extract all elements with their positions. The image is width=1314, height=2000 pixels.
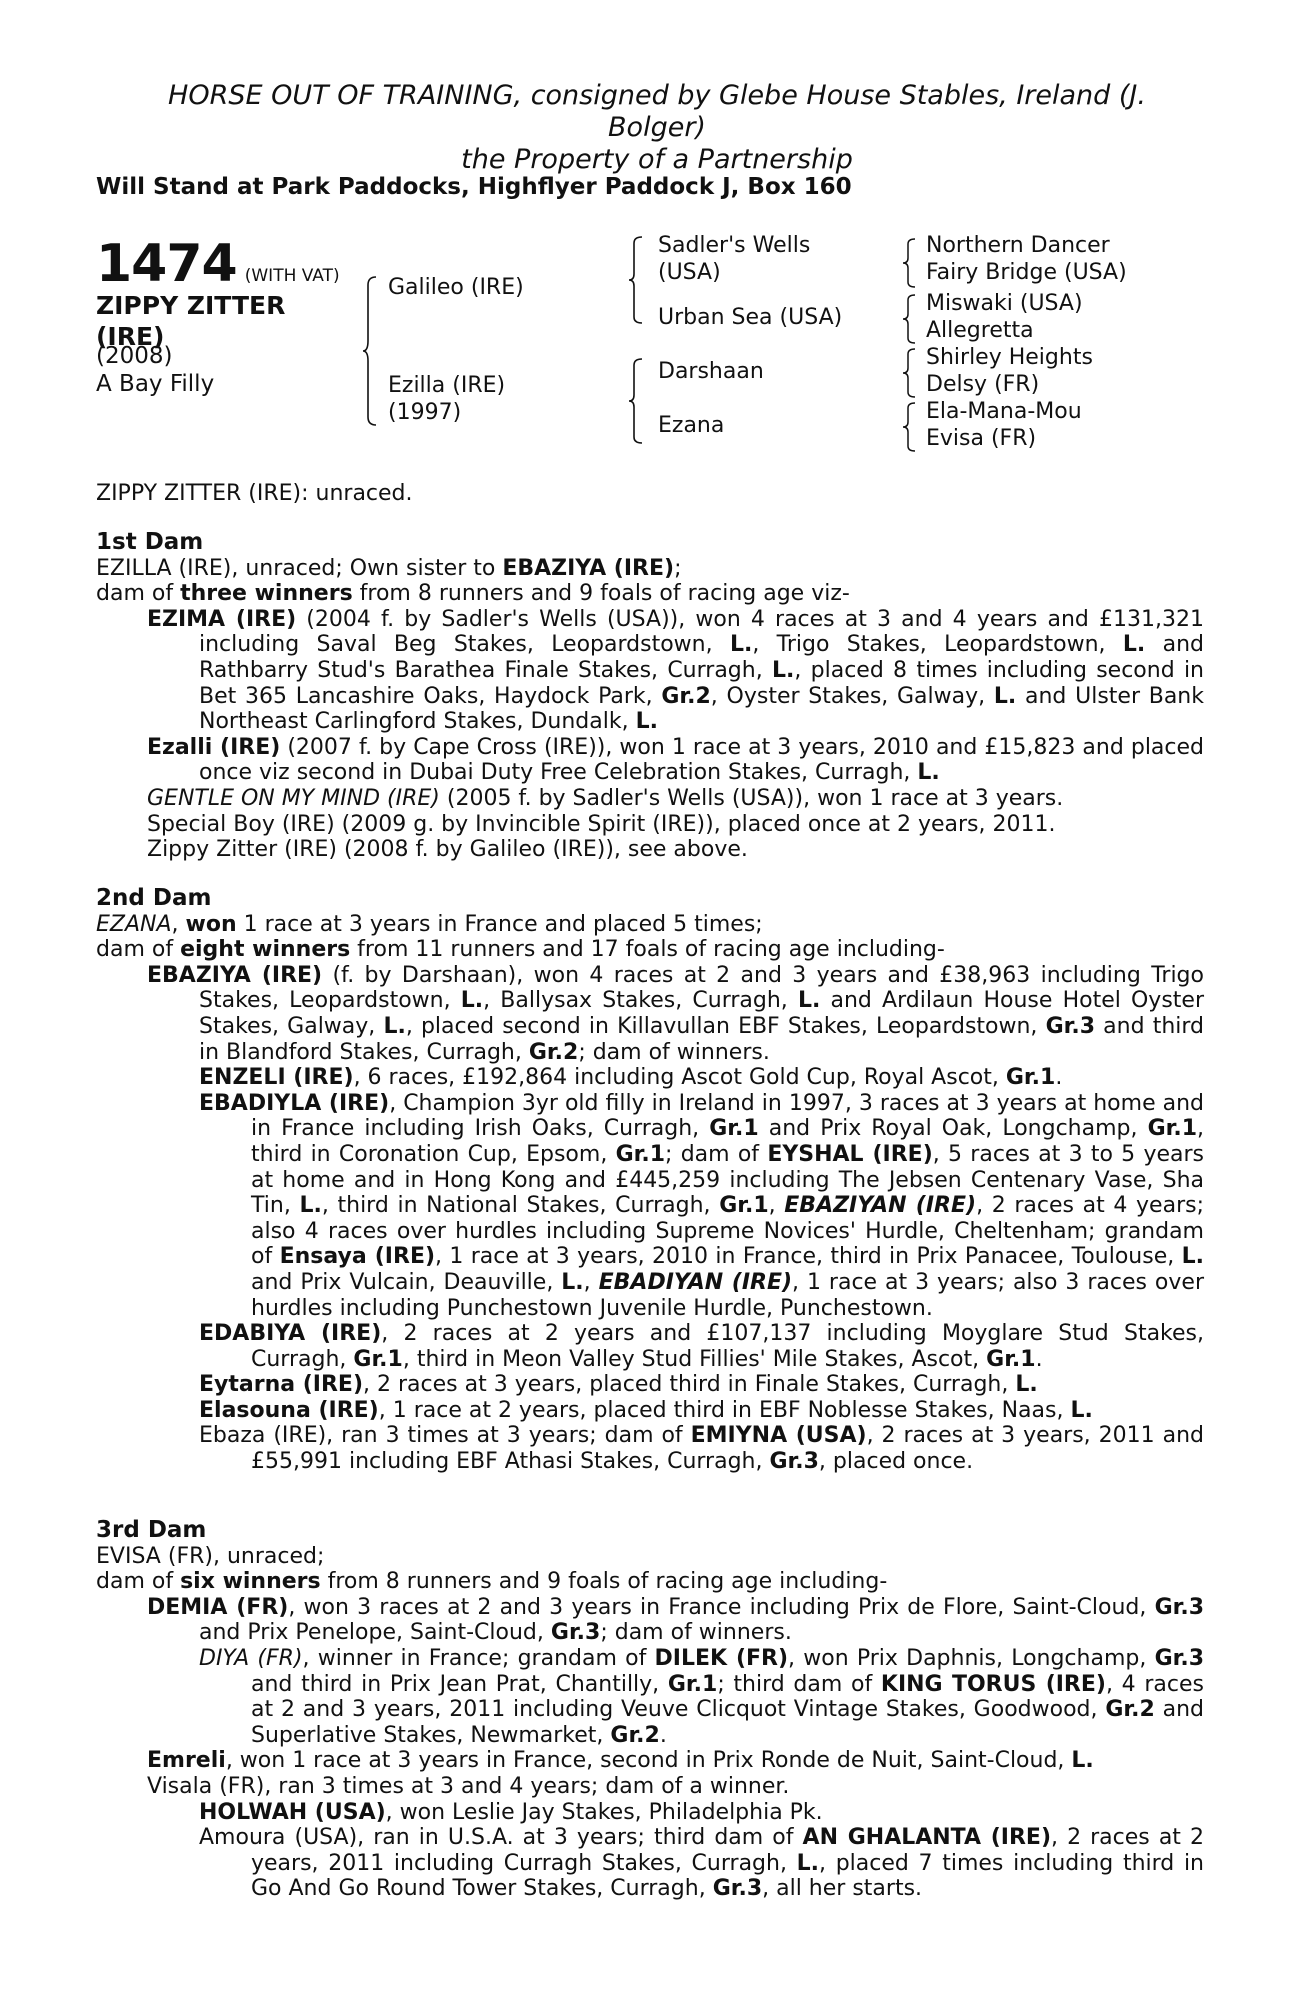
pedigree-g6: Delsy (FR) bbox=[926, 372, 1040, 397]
pedigree-dam-year: (1997) bbox=[388, 400, 462, 425]
pedigree-g7: Ela-Mana-Mou bbox=[926, 399, 1082, 424]
pedigree-dam-dam: Ezana bbox=[658, 413, 725, 438]
first-dam-section bbox=[96, 530, 1204, 863]
second-dam-section bbox=[96, 886, 1204, 1475]
pedigree-dam-sire: Darshaan bbox=[658, 359, 764, 384]
foaling-year: (2008) bbox=[96, 343, 173, 369]
horse-name-line-2: (IRE) bbox=[96, 322, 165, 351]
pedigree-brace-g4 bbox=[902, 402, 920, 452]
pedigree-brace-main bbox=[362, 276, 382, 426]
produce-gentle-on-my-mind: GENTLE ON MY MIND (IRE) (2005 f. by Sadler's Wells (USA)), won 1 race at 3 years. bbox=[147, 785, 1064, 811]
race-status: ZIPPY ZITTER (IRE): unraced. bbox=[96, 481, 413, 506]
horse-description: A Bay Filly bbox=[96, 371, 215, 397]
produce-demia: DEMIA (FR), won 3 races at 2 and 3 years in France including Prix de Flore, Saint-Cloud, Gr.3 and Prix Penelope, Saint-Cloud, Gr.3; dam of winners. bbox=[147, 1594, 1204, 1646]
pedigree-g8: Evisa (FR) bbox=[926, 426, 1037, 451]
pedigree-sire-sire bbox=[658, 232, 810, 286]
first-dam-heading: 1st Dam bbox=[96, 529, 204, 555]
produce-ebaziya: EBAZIYA (IRE) (f. by Darshaan), won 4 races at 2 and 3 years and £38,963 including Trigo Stakes, Leopardstown, L., Ballysax Stakes, Curragh, L. and Ardilaun House Hotel Oyster Stakes, Galway, L., placed second in Killavullan EBF Stakes, Leopardstown, Gr.3 and third in Blandford Stakes, Curragh, Gr.2; dam of winners. bbox=[147, 962, 1204, 1065]
produce-emreli: Emreli, won 1 race at 3 years in France, second in Prix Ronde de Nuit, Saint-Cloud, L. bbox=[147, 1748, 1094, 1774]
pedigree-brace-g3 bbox=[902, 348, 920, 398]
produce-amoura: Amoura (USA), ran in U.S.A. at 3 years; third dam of AN GHALANTA (IRE), 2 races at 2 years, 2011 including Curragh Stakes, Curragh, L., placed 7 times including third in Go And Go Round Tower Stakes, Curragh, Gr.3, all her starts. bbox=[199, 1825, 1205, 1902]
second-dam-intro: EZANA, won 1 race at 3 years in France and placed 5 times; bbox=[96, 911, 763, 937]
pedigree-dam-name: Ezilla (IRE) bbox=[388, 373, 506, 398]
pedigree-sire-sire-name: Sadler's Wells bbox=[658, 233, 811, 258]
produce-ebadiyla: EBADIYLA (IRE), Champion 3yr old filly in Ireland in 1997, 3 races at 3 years at home and in France including Irish Oaks, Curragh, Gr.1 and Prix Royal Oak, Longchamp, Gr.1, third in Coronation Cup, Epsom, Gr.1; dam of EYSHAL (IRE), 5 races at 3 to 5 years at home and in Hong Kong and £445,259 including The Jebsen Centenary Vase, Sha Tin, L., third in National Stakes, Curragh, Gr.1, EBAZIYAN (IRE), 2 races at 4 years; also 4 races over hurdles including Supreme Novices' Hurdle, Cheltenham; grandam of Ensaya (IRE), 1 race at 3 years, 2010 in France, third in Prix Panacee, Toulouse, L. and Prix Vulcain, Deauville, L., EBADIYAN (IRE), 1 race at 3 years; also 3 races over hurdles including Punchestown Juvenile Hurdle, Punchestown. bbox=[199, 1090, 1204, 1321]
pedigree-g4: Allegretta bbox=[926, 318, 1034, 343]
pedigree-sire: Galileo (IRE) bbox=[388, 275, 524, 300]
produce-enzeli: ENZELI (IRE), 6 races, £192,864 including Ascot Gold Cup, Royal Ascot, Gr.1. bbox=[199, 1065, 1063, 1091]
consignment-line-1: HORSE OUT OF TRAINING, consigned by Glebe House Stables, Ireland (J. bbox=[168, 80, 1146, 111]
produce-eytarna: Eytarna (IRE), 2 races at 3 years, placed third in Finale Stakes, Curragh, L. bbox=[199, 1372, 1038, 1398]
pedigree-dam bbox=[388, 372, 505, 426]
produce-holwah: HOLWAH (USA), won Leslie Jay Stakes, Philadelphia Pk. bbox=[199, 1799, 823, 1825]
produce-edabiya: EDABIYA (IRE), 2 races at 2 years and £107,137 including Moyglare Stud Stakes, Curragh, Gr.1, third in Meon Valley Stud Fillies' Mile Stakes, Ascot, Gr.1. bbox=[199, 1321, 1204, 1372]
second-dam-heading: 2nd Dam bbox=[96, 885, 212, 911]
pedigree-brace-g2 bbox=[902, 294, 920, 344]
pedigree-g5: Shirley Heights bbox=[926, 345, 1093, 370]
produce-visala: Visala (FR), ran 3 times at 3 and 4 years; dam of a winner. bbox=[147, 1773, 790, 1799]
produce-elasouna: Elasouna (IRE), 1 race at 2 years, placed third in EBF Noblesse Stakes, Naas, L. bbox=[199, 1397, 1093, 1423]
pedigree-g1: Northern Dancer bbox=[926, 233, 1110, 258]
consignment-header bbox=[96, 80, 1218, 176]
pedigree-sire-sire-origin: (USA) bbox=[658, 260, 721, 285]
vat-label: (WITH VAT) bbox=[244, 266, 340, 286]
consignment-line-2: Bolger) bbox=[608, 112, 706, 143]
first-dam-intro: EZILLA (IRE), unraced; Own sister to EBAZIYA (IRE); bbox=[96, 555, 682, 581]
pedigree-brace-sire bbox=[628, 236, 648, 324]
first-dam-produce-summary: dam of three winners from 8 runners and 9 foals of racing age viz- bbox=[96, 581, 850, 607]
third-dam-section bbox=[96, 1518, 1204, 1902]
third-dam-heading: 3rd Dam bbox=[96, 1517, 207, 1543]
horse-name-line-1: ZIPPY ZITTER bbox=[96, 291, 286, 320]
pedigree-brace-g1 bbox=[902, 238, 920, 288]
property-line: the Property of a Partnership bbox=[461, 144, 853, 175]
second-dam-produce-summary: dam of eight winners from 11 runners and 17 foals of racing age including- bbox=[96, 937, 945, 963]
pedigree-sire-dam: Urban Sea (USA) bbox=[658, 305, 843, 330]
produce-special-boy: Special Boy (IRE) (2009 g. by Invincible Spirit (IRE)), placed once at 2 years, 2011. bbox=[147, 811, 1056, 837]
produce-ezalli: Ezalli (IRE) (2007 f. by Cape Cross (IRE)), won 1 race at 3 years, 2010 and £15,823 and placed once viz second in Dubai Duty Free Celebration Stakes, Curragh, L. bbox=[147, 734, 1205, 786]
stand-location: Will Stand at Park Paddocks, Highflyer Paddock J, Box 160 bbox=[96, 174, 852, 200]
produce-diya: DIYA (FR), winner in France; grandam of DILEK (FR), won Prix Daphnis, Longchamp, Gr.3 and third in Prix Jean Prat, Chantilly, Gr.1; third dam of KING TORUS (IRE), 4 races at 2 and 3 years, 2011 including Veuve Clicquot Vintage Stakes, Goodwood, Gr.2 and Superlative Stakes, Newmarket, Gr.2. bbox=[199, 1645, 1204, 1748]
produce-ebaza: Ebaza (IRE), ran 3 times at 3 years; dam of EMIYNA (USA), 2 races at 3 years, 2011 and £55,991 including EBF Athasi Stakes, Curragh, Gr.3, placed once. bbox=[199, 1423, 1204, 1475]
lot-block bbox=[96, 234, 340, 294]
produce-ezima: EZIMA (IRE) (2004 f. by Sadler's Wells (USA)), won 4 races at 3 and 4 years and £131,321 including Saval Beg Stakes, Leopardstown, L., Trigo Stakes, Leopardstown, L. and Rathbarry Stud's Barathea Finale Stakes, Curragh, L., placed 8 times including second in Bet 365 Lancashire Oaks, Haydock Park, Gr.2, Oyster Stakes, Galway, L. and Ulster Bank Northeast Carlingford Stakes, Dundalk, L. bbox=[147, 606, 1205, 735]
pedigree-g3: Miswaki (USA) bbox=[926, 291, 1083, 316]
third-dam-produce-summary: dam of six winners from 8 runners and 9 foals of racing age including- bbox=[96, 1569, 888, 1595]
produce-zippy-zitter: Zippy Zitter (IRE) (2008 f. by Galileo (IRE)), see above. bbox=[147, 837, 748, 863]
pedigree-g2: Fairy Bridge (USA) bbox=[926, 260, 1127, 285]
lot-number: 1474 bbox=[96, 234, 237, 294]
third-dam-intro: EVISA (FR), unraced; bbox=[96, 1543, 325, 1569]
pedigree-brace-dam bbox=[628, 358, 648, 444]
